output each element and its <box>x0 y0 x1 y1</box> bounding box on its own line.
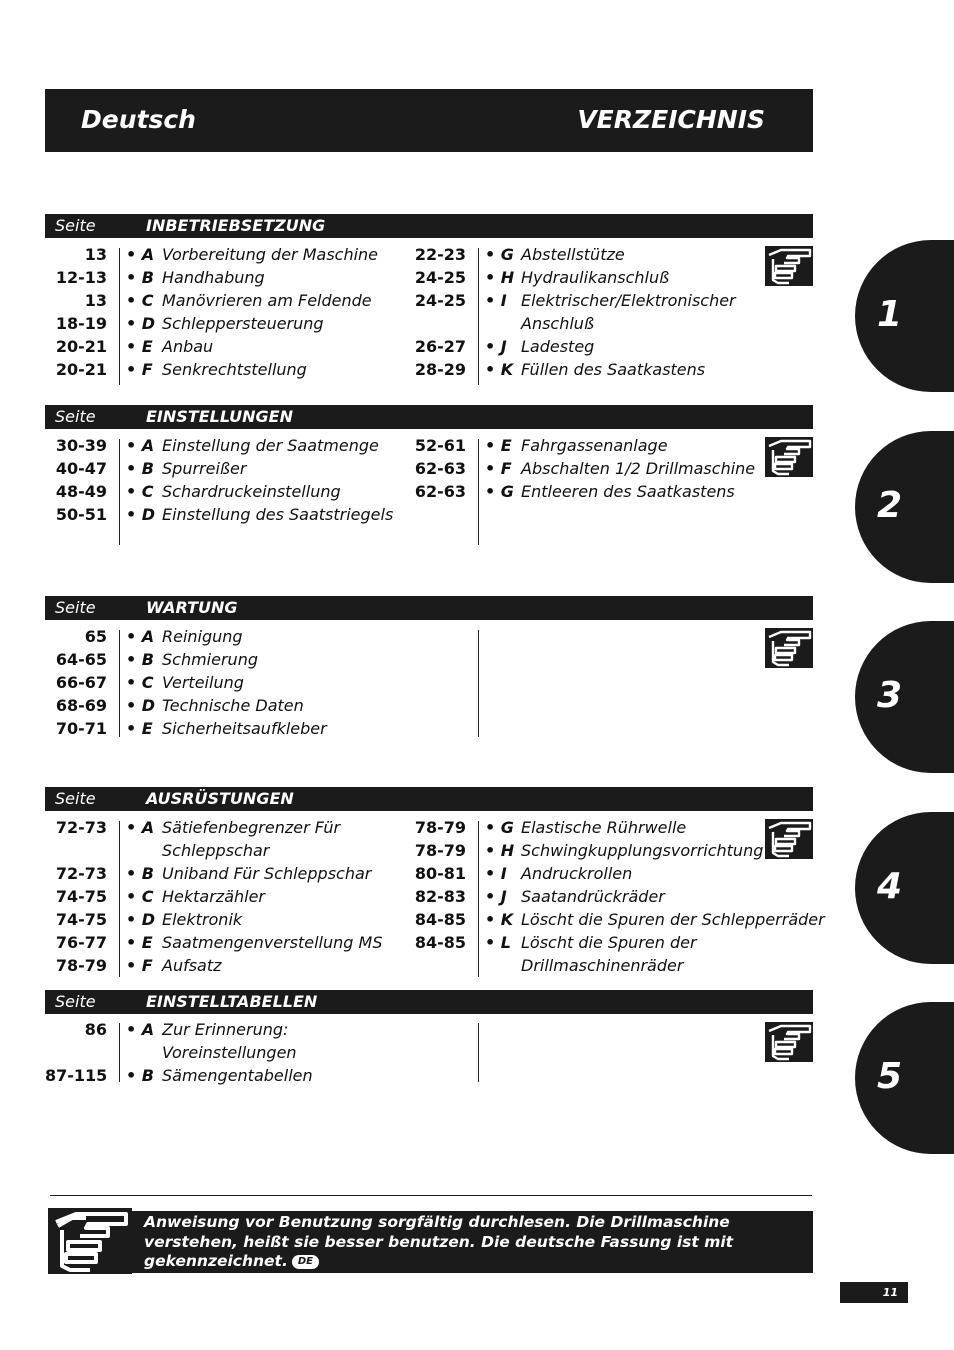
item-title: Löscht die Spuren der Schlepperräder <box>521 910 825 929</box>
page-ref: 74-75 <box>55 887 107 906</box>
item-letter: • C <box>126 887 154 906</box>
toc-entry <box>0 717 954 740</box>
toc-entry <box>0 289 954 312</box>
item-title: Drillmaschinenräder <box>521 956 684 975</box>
pointing-hand-icon <box>765 819 813 859</box>
page-ref: 24-25 <box>414 268 466 287</box>
page-ref: 74-75 <box>55 910 107 929</box>
item-title: Hydraulikanschluß <box>521 268 670 287</box>
item-title: Uniband Für Schleppschar <box>162 864 372 883</box>
page-ref: 86 <box>84 1020 107 1039</box>
item-letter: • I <box>485 864 507 883</box>
page-ref: 28-29 <box>414 360 466 379</box>
page-ref: 52-61 <box>414 436 466 455</box>
toc-entry <box>0 480 954 503</box>
item-letter: • K <box>485 360 514 379</box>
chapter-tab-4[interactable]: 4 <box>855 812 954 964</box>
toc-entry <box>0 862 954 885</box>
item-title: Abstellstütze <box>521 245 625 264</box>
pointing-hand-icon <box>765 246 813 286</box>
item-title: Elektronik <box>162 910 243 929</box>
page-ref: 78-79 <box>414 818 466 837</box>
item-letter: • C <box>126 673 154 692</box>
seite-label: Seite <box>55 789 96 808</box>
toc-entry <box>0 312 954 335</box>
page-ref: 20-21 <box>55 337 107 356</box>
item-title: Zur Erinnerung: <box>162 1020 289 1039</box>
item-letter: • E <box>126 933 153 952</box>
item-title: Vorbereitung der Maschine <box>162 245 379 264</box>
page-ref: 18-19 <box>55 314 107 333</box>
item-title: Handhabung <box>162 268 265 287</box>
seite-label: Seite <box>55 407 96 426</box>
toc-entry <box>0 954 954 977</box>
item-title: Spurreißer <box>162 459 247 478</box>
item-letter: • H <box>485 268 515 287</box>
item-title: Voreinstellungen <box>162 1043 297 1062</box>
page-header <box>45 89 813 152</box>
item-letter: • J <box>485 887 507 906</box>
section-title: AUSRÜSTUNGEN <box>146 789 294 808</box>
page-ref: 84-85 <box>414 910 466 929</box>
item-letter: • A <box>126 1020 155 1039</box>
page-ref: 22-23 <box>414 245 466 264</box>
section-header <box>45 787 813 811</box>
page-ref: 26-27 <box>414 337 466 356</box>
page-ref: 13 <box>84 291 107 310</box>
item-letter: • C <box>126 482 154 501</box>
item-title: Einstellung des Saatstriegels <box>162 505 394 524</box>
page-ref: 20-21 <box>55 360 107 379</box>
item-title: Sicherheitsaufkleber <box>162 719 327 738</box>
item-title: Sämengentabellen <box>162 1066 313 1085</box>
item-title: Sätiefenbegrenzer Für <box>162 818 341 837</box>
item-title: Anbau <box>162 337 214 356</box>
item-letter: • F <box>485 459 512 478</box>
page-ref: 80-81 <box>414 864 466 883</box>
item-title: Verteilung <box>162 673 244 692</box>
item-letter: • G <box>485 245 514 264</box>
section-title: EINSTELLTABELLEN <box>146 992 318 1011</box>
page-ref: 66-67 <box>55 673 107 692</box>
item-title: Andruckrollen <box>521 864 633 883</box>
page-ref: 87-115 <box>45 1066 108 1085</box>
page-ref: 24-25 <box>414 291 466 310</box>
item-letter: • A <box>126 436 155 455</box>
section-header <box>45 596 813 620</box>
item-letter: • I <box>485 291 507 310</box>
page-ref: 68-69 <box>55 696 107 715</box>
item-letter: • F <box>126 956 153 975</box>
item-letter: • G <box>485 818 514 837</box>
toc-entry <box>0 694 954 717</box>
item-title: Schwingkupplungsvorrichtung <box>521 841 764 860</box>
page-ref: 62-63 <box>414 482 466 501</box>
item-title: Schmierung <box>162 650 258 669</box>
page-ref: 78-79 <box>414 841 466 860</box>
item-letter: • E <box>126 337 153 356</box>
item-title: Elastische Rührwelle <box>521 818 687 837</box>
item-letter: • B <box>126 1066 154 1085</box>
item-title: Hektarzähler <box>162 887 266 906</box>
item-title: Entleeren des Saatkastens <box>521 482 735 501</box>
toc-entry <box>0 358 954 381</box>
pointing-hand-icon <box>48 1208 132 1274</box>
item-letter: • B <box>126 864 154 883</box>
item-title: Aufsatz <box>162 956 222 975</box>
item-title: Füllen des Saatkastens <box>521 360 706 379</box>
item-title: Einstellung der Saatmenge <box>162 436 379 455</box>
item-letter: • B <box>126 650 154 669</box>
item-title: Senkrechtstellung <box>162 360 307 379</box>
item-title: Schleppschar <box>162 841 270 860</box>
page-ref: 76-77 <box>55 933 107 952</box>
page-ref: 65 <box>84 627 107 646</box>
page-ref: 50-51 <box>55 505 107 524</box>
page-ref: 84-85 <box>414 933 466 952</box>
item-letter: • H <box>485 841 515 860</box>
page-ref: 72-73 <box>55 818 107 837</box>
page-ref: 82-83 <box>414 887 466 906</box>
item-letter: • D <box>126 696 156 715</box>
section-title: WARTUNG <box>146 598 238 617</box>
item-title: Ladesteg <box>521 337 595 356</box>
chapter-tab-5[interactable]: 5 <box>855 1002 954 1154</box>
language-label: Deutsch <box>81 105 196 134</box>
item-letter: • D <box>126 505 156 524</box>
item-title: Schleppersteuerung <box>162 314 324 333</box>
toc-entry <box>0 503 954 526</box>
item-title: Fahrgassenanlage <box>521 436 668 455</box>
toc-entry <box>0 1064 954 1087</box>
chapter-tab-1[interactable]: 1 <box>855 240 954 392</box>
item-title: Reinigung <box>162 627 243 646</box>
item-letter: • E <box>126 719 153 738</box>
item-letter: • A <box>126 818 155 837</box>
de-badge: DE <box>292 1255 319 1269</box>
item-title: Technische Daten <box>162 696 304 715</box>
seite-label: Seite <box>55 992 96 1011</box>
seite-label: Seite <box>55 216 96 235</box>
item-letter: • E <box>485 436 512 455</box>
page-ref: 40-47 <box>55 459 107 478</box>
page-ref: 78-79 <box>55 956 107 975</box>
page-ref: 70-71 <box>55 719 107 738</box>
item-title: Abschalten 1/2 Drillmaschine <box>521 459 756 478</box>
item-letter: • A <box>126 627 155 646</box>
section-header <box>45 990 813 1014</box>
seite-label: Seite <box>55 598 96 617</box>
toc-entry <box>0 885 954 908</box>
page-ref: 30-39 <box>55 436 107 455</box>
item-title: Schardruckeinstellung <box>162 482 341 501</box>
page-ref: 72-73 <box>55 864 107 883</box>
page-ref: 64-65 <box>55 650 107 669</box>
item-title: Elektrischer/Elektronischer <box>521 291 736 310</box>
divider <box>50 1195 812 1196</box>
item-title: Saatandrückräder <box>521 887 665 906</box>
page-ref: 13 <box>84 245 107 264</box>
item-letter: • L <box>485 933 511 952</box>
pointing-hand-icon <box>765 628 813 668</box>
item-letter: • B <box>126 459 154 478</box>
toc-entry <box>0 908 954 931</box>
item-letter: • G <box>485 482 514 501</box>
pointing-hand-icon <box>765 437 813 477</box>
section-title: INBETRIEBSETZUNG <box>146 216 326 235</box>
toc-entry <box>0 335 954 358</box>
page-number: 11 <box>840 1282 908 1303</box>
item-letter: • C <box>126 291 154 310</box>
instruction-note: Anweisung vor Benutzung sorgfältig durchlesen. Die Drillmaschine verstehen, heißt sie besser benutzen. Die deutsche Fassung ist mit gekennzeichnet. DE <box>132 1211 813 1273</box>
page-ref: 12-13 <box>55 268 107 287</box>
item-letter: • D <box>126 314 156 333</box>
item-letter: • D <box>126 910 156 929</box>
chapter-tab-3[interactable]: 3 <box>855 621 954 773</box>
pointing-hand-icon <box>765 1022 813 1062</box>
item-letter: • A <box>126 245 155 264</box>
item-letter: • J <box>485 337 507 356</box>
item-title: Anschluß <box>521 314 595 333</box>
item-title: Manövrieren am Feldende <box>162 291 372 310</box>
page-title: VERZEICHNIS <box>577 105 765 134</box>
chapter-tab-2[interactable]: 2 <box>855 431 954 583</box>
item-title: Saatmengenverstellung MS <box>162 933 383 952</box>
toc-entry <box>0 931 954 954</box>
item-letter: • K <box>485 910 514 929</box>
page-ref: 62-63 <box>414 459 466 478</box>
section-title: EINSTELLUNGEN <box>146 407 293 426</box>
item-letter: • B <box>126 268 154 287</box>
section-header <box>45 405 813 429</box>
section-header <box>45 214 813 238</box>
toc-entry <box>0 671 954 694</box>
page-ref: 48-49 <box>55 482 107 501</box>
item-letter: • F <box>126 360 153 379</box>
item-title: Löscht die Spuren der <box>521 933 697 952</box>
